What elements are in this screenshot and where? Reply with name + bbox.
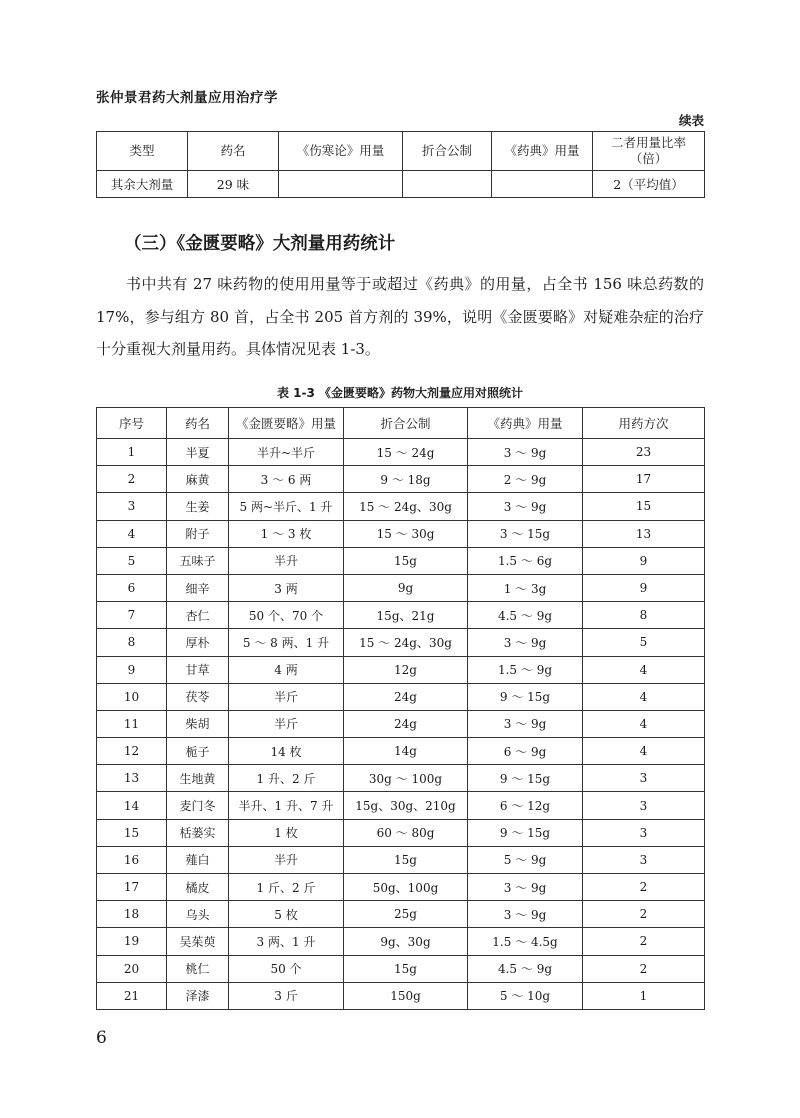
table-cell: 3 两 bbox=[229, 574, 344, 601]
table-cell: 桃仁 bbox=[167, 955, 229, 982]
table-cell: 1 bbox=[583, 982, 705, 1009]
table-cell: 2 bbox=[97, 466, 167, 493]
table-header-row bbox=[97, 132, 705, 171]
table-cell: 5 ～ 9g bbox=[468, 846, 583, 873]
table-cell: 50 个、70 个 bbox=[229, 602, 344, 629]
table-cell: 14 枚 bbox=[229, 738, 344, 765]
table-cell: 5 ～ 8 两、1 升 bbox=[229, 629, 344, 656]
table-cell: 3 ～ 6 两 bbox=[229, 466, 344, 493]
table-cell: 4.5 ～ 9g bbox=[468, 955, 583, 982]
table-cell: 30g ～ 100g bbox=[344, 765, 468, 792]
table-cell: 3 ～ 9g bbox=[468, 493, 583, 520]
table-cell: 3 bbox=[583, 765, 705, 792]
table-cell: 生地黄 bbox=[167, 765, 229, 792]
table-cell: 半升、1 升、7 升 bbox=[229, 792, 344, 819]
table-caption: 表 1-3 《金匮要略》药物大剂量应用对照统计 bbox=[276, 386, 524, 400]
header-cell: 折合公制 bbox=[403, 132, 492, 171]
table-row bbox=[97, 171, 705, 198]
table-cell: 2 bbox=[583, 955, 705, 982]
table-cell: 2（平均值） bbox=[593, 171, 705, 198]
header-cell: 序号 bbox=[97, 408, 167, 439]
table-cell: 栝蒌实 bbox=[167, 819, 229, 846]
header-cell-ratio bbox=[593, 132, 705, 171]
table-cell: 3 ～ 9g bbox=[468, 629, 583, 656]
table-cell: 5 两~半斤、1 升 bbox=[229, 493, 344, 520]
table-cell: 6 ～ 12g bbox=[468, 792, 583, 819]
table-cell: 9 bbox=[583, 547, 705, 574]
table-cell: 12g bbox=[344, 656, 468, 683]
header-cell: 类型 bbox=[97, 132, 188, 171]
table-cell: 17 bbox=[583, 466, 705, 493]
table-cell: 1 bbox=[97, 439, 167, 466]
table-cell: 15 ～ 24g bbox=[344, 439, 468, 466]
table-cell: 2 bbox=[583, 874, 705, 901]
table-cell: 18 bbox=[97, 901, 167, 928]
table-cell: 甘草 bbox=[167, 656, 229, 683]
table-cell: 5 bbox=[583, 629, 705, 656]
table-cell: 1 ～ 3g bbox=[468, 574, 583, 601]
table-cell: 9 ～ 15g bbox=[468, 819, 583, 846]
table-row bbox=[97, 928, 705, 955]
table-cell: 4.5 ～ 9g bbox=[468, 602, 583, 629]
dosage-table bbox=[96, 407, 705, 1010]
table-row bbox=[97, 982, 705, 1009]
table-cell: 2 bbox=[583, 901, 705, 928]
table-cell: 15g bbox=[344, 846, 468, 873]
table-cell: 6 ～ 9g bbox=[468, 738, 583, 765]
table-row bbox=[97, 846, 705, 873]
table-cell: 10 bbox=[97, 683, 167, 710]
table-cell: 麦门冬 bbox=[167, 792, 229, 819]
table-cell: 9 bbox=[97, 656, 167, 683]
table-cell: 19 bbox=[97, 928, 167, 955]
table-row bbox=[97, 547, 705, 574]
table-cell: 17 bbox=[97, 874, 167, 901]
table-cell: 15g bbox=[344, 547, 468, 574]
table-cell: 7 bbox=[97, 602, 167, 629]
table-cell: 附子 bbox=[167, 520, 229, 547]
table-cell: 细辛 bbox=[167, 574, 229, 601]
header-cell: 用药方次 bbox=[583, 408, 705, 439]
table-cell: 23 bbox=[583, 439, 705, 466]
table-cell: 25g bbox=[344, 901, 468, 928]
table-cell: 4 bbox=[97, 520, 167, 547]
header-ratio-line1: 二者用量比率 bbox=[610, 135, 686, 150]
table-cell: 3 ～ 9g bbox=[468, 874, 583, 901]
table-row bbox=[97, 466, 705, 493]
table-cell: 16 bbox=[97, 846, 167, 873]
page-number: 6 bbox=[96, 1028, 107, 1048]
table-cell: 9 ～ 18g bbox=[344, 466, 468, 493]
header-cell: 药名 bbox=[188, 132, 279, 171]
table-body bbox=[97, 439, 705, 1010]
table-cell: 半夏 bbox=[167, 439, 229, 466]
table-cell: 4 两 bbox=[229, 656, 344, 683]
table-cell: 1 枚 bbox=[229, 819, 344, 846]
table-row bbox=[97, 792, 705, 819]
table-row bbox=[97, 738, 705, 765]
table-cell: 13 bbox=[97, 765, 167, 792]
table-row bbox=[97, 955, 705, 982]
table-row bbox=[97, 710, 705, 737]
table-cell: 五味子 bbox=[167, 547, 229, 574]
table-cell bbox=[492, 171, 593, 198]
table-cell: 3 斤 bbox=[229, 982, 344, 1009]
table-cell: 麻黄 bbox=[167, 466, 229, 493]
table-cell: 15g bbox=[344, 955, 468, 982]
table-cell: 吴茱萸 bbox=[167, 928, 229, 955]
table-cell: 橘皮 bbox=[167, 874, 229, 901]
header-ratio-line2: （倍） bbox=[629, 151, 668, 166]
table-cell: 5 枚 bbox=[229, 901, 344, 928]
table-cell: 14 bbox=[97, 792, 167, 819]
header-cell: 折合公制 bbox=[344, 408, 468, 439]
table-row bbox=[97, 629, 705, 656]
table-cell: 3 ～ 9g bbox=[468, 439, 583, 466]
section-title: （三）《金匮要略》大剂量用药统计 bbox=[124, 234, 396, 254]
table-cell: 泽漆 bbox=[167, 982, 229, 1009]
table-cell: 8 bbox=[97, 629, 167, 656]
table-cell: 15g、21g bbox=[344, 602, 468, 629]
table-cell: 茯苓 bbox=[167, 683, 229, 710]
table-cell: 薤白 bbox=[167, 846, 229, 873]
table-cell: 2 ～ 9g bbox=[468, 466, 583, 493]
table-cell: 24g bbox=[344, 710, 468, 737]
table-cell: 3 ～ 9g bbox=[468, 901, 583, 928]
header-cell: 药名 bbox=[167, 408, 229, 439]
table-cell: 3 bbox=[583, 819, 705, 846]
table-row bbox=[97, 765, 705, 792]
continued-label: 续表 bbox=[678, 113, 704, 128]
table-cell: 5 ～ 10g bbox=[468, 982, 583, 1009]
table-cell: 9 bbox=[583, 574, 705, 601]
table-cell: 4 bbox=[583, 683, 705, 710]
table-cell: 半升~半斤 bbox=[229, 439, 344, 466]
table-row bbox=[97, 683, 705, 710]
table-cell: 150g bbox=[344, 982, 468, 1009]
table-cell: 3 bbox=[583, 846, 705, 873]
table-cell: 4 bbox=[583, 656, 705, 683]
table-cell: 厚朴 bbox=[167, 629, 229, 656]
header-cell: 《药典》用量 bbox=[492, 132, 593, 171]
table-cell: 15 ～ 24g、30g bbox=[344, 493, 468, 520]
table-cell: 60 ～ 80g bbox=[344, 819, 468, 846]
table-cell: 50g、100g bbox=[344, 874, 468, 901]
table-cell: 半斤 bbox=[229, 710, 344, 737]
table-row bbox=[97, 602, 705, 629]
table-row bbox=[97, 819, 705, 846]
table-cell: 杏仁 bbox=[167, 602, 229, 629]
table-cell: 柴胡 bbox=[167, 710, 229, 737]
header-cell: 《伤寒论》用量 bbox=[279, 132, 403, 171]
table-cell: 1.5 ～ 4.5g bbox=[468, 928, 583, 955]
table-cell: 1 升、2 斤 bbox=[229, 765, 344, 792]
table-cell: 15 bbox=[583, 493, 705, 520]
table-cell: 4 bbox=[583, 710, 705, 737]
table-cell: 3 bbox=[583, 792, 705, 819]
table-cell: 24g bbox=[344, 683, 468, 710]
table-cell: 4 bbox=[583, 738, 705, 765]
table-row bbox=[97, 520, 705, 547]
table-row bbox=[97, 439, 705, 466]
table-cell: 其余大剂量 bbox=[97, 171, 188, 198]
table-cell: 1.5 ～ 9g bbox=[468, 656, 583, 683]
table-cell: 半斤 bbox=[229, 683, 344, 710]
table-cell: 5 bbox=[97, 547, 167, 574]
table-header-row bbox=[97, 408, 705, 439]
table-cell: 11 bbox=[97, 710, 167, 737]
table-cell: 乌头 bbox=[167, 901, 229, 928]
table-cell: 14g bbox=[344, 738, 468, 765]
table-cell: 12 bbox=[97, 738, 167, 765]
table-row bbox=[97, 656, 705, 683]
table-cell bbox=[403, 171, 492, 198]
table-cell: 9g、30g bbox=[344, 928, 468, 955]
table-cell: 9g bbox=[344, 574, 468, 601]
table-row bbox=[97, 574, 705, 601]
table-cell: 1 斤、2 斤 bbox=[229, 874, 344, 901]
body-paragraph: 书中共有 27 味药物的使用用量等于或超过《药典》的用量，占全书 156 味总药数的 17%，参与组方 80 首，占全书 205 首方剂的 39%，说明《金匮要略》对疑难杂症的治疗十分重视大剂量用药。具体情况见表 1-3。 bbox=[96, 275, 704, 358]
table-cell: 8 bbox=[583, 602, 705, 629]
table-cell bbox=[279, 171, 403, 198]
table-cell: 生姜 bbox=[167, 493, 229, 520]
continued-table bbox=[96, 131, 705, 198]
table-cell: 半升 bbox=[229, 846, 344, 873]
table-cell: 半升 bbox=[229, 547, 344, 574]
table-cell: 15 ～ 30g bbox=[344, 520, 468, 547]
table-cell: 15 ～ 24g、30g bbox=[344, 629, 468, 656]
table-cell: 9 ～ 15g bbox=[468, 765, 583, 792]
header-cell: 《金匮要略》用量 bbox=[229, 408, 344, 439]
table-cell: 15g、30g、210g bbox=[344, 792, 468, 819]
table-row bbox=[97, 493, 705, 520]
table-cell: 13 bbox=[583, 520, 705, 547]
table-row bbox=[97, 901, 705, 928]
table-cell: 3 ～ 15g bbox=[468, 520, 583, 547]
table-cell: 栀子 bbox=[167, 738, 229, 765]
table-cell: 6 bbox=[97, 574, 167, 601]
table-cell: 50 个 bbox=[229, 955, 344, 982]
table-cell: 1 ～ 3 枚 bbox=[229, 520, 344, 547]
header-cell: 《药典》用量 bbox=[468, 408, 583, 439]
table-cell: 15 bbox=[97, 819, 167, 846]
table-cell: 20 bbox=[97, 955, 167, 982]
table-cell: 3 两、1 升 bbox=[229, 928, 344, 955]
table-cell: 3 bbox=[97, 493, 167, 520]
table-cell: 29 味 bbox=[188, 171, 279, 198]
running-title: 张仲景君药大剂量应用治疗学 bbox=[96, 90, 278, 106]
table-row bbox=[97, 874, 705, 901]
table-cell: 21 bbox=[97, 982, 167, 1009]
table-cell: 2 bbox=[583, 928, 705, 955]
table-cell: 9 ～ 15g bbox=[468, 683, 583, 710]
table-cell: 1.5 ～ 6g bbox=[468, 547, 583, 574]
table-cell: 3 ～ 9g bbox=[468, 710, 583, 737]
